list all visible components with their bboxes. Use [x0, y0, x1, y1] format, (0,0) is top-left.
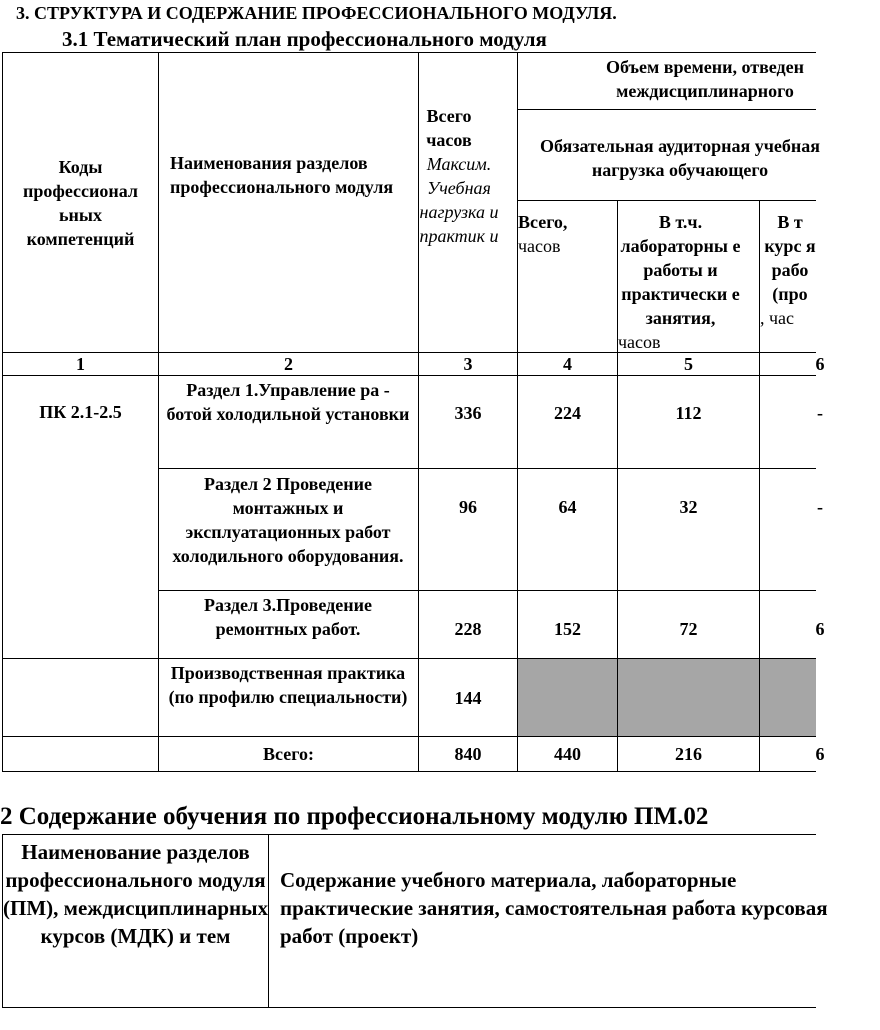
row-1-name: Раздел 1.Управление ра - ботой холодильной установки	[166, 380, 410, 424]
shaded-cell	[760, 659, 816, 736]
subsection-heading: 3.1 Тематический план профессионального модуля	[62, 27, 547, 51]
header-volume: Объем времени, отведен междисциплинарного	[605, 57, 805, 101]
section-heading: 3. СТРУКТУРА И СОДЕРЖАНИЕ ПРОФЕССИОНАЛЬНОГО МОДУЛЯ.	[16, 3, 617, 23]
total-total: 840	[454, 744, 482, 764]
header-col6	[760, 210, 840, 350]
col-number: 5	[684, 354, 693, 374]
row-2-total: 96	[459, 497, 477, 517]
row-3-name: Раздел 3.Проведение ремонтных работ.	[204, 595, 372, 639]
row-3-all: 152	[554, 619, 581, 639]
row-3-course: 6	[815, 619, 825, 639]
shaded-cell	[618, 659, 759, 736]
header-col5-label: В т.ч. лабораторны е работы и практически е занятия,	[620, 212, 741, 328]
total-lab: 216	[675, 744, 702, 764]
header-mandatory: Обязательная аудиторная учебная нагрузка обучающего	[539, 135, 821, 180]
col-number: 2	[284, 354, 293, 374]
section2-title: 2 Содержание обучения по профессиональному модулю ПМ.02	[0, 803, 709, 830]
row-2-all: 64	[558, 497, 577, 517]
row-2-name: Раздел 2 Проведение монтажных и эксплуатационных работ холодильного оборудования.	[172, 474, 404, 566]
content-col1-header: Наименование разделов профессионального модуля (ПМ), междисциплинарных курсов (МДК) и тем	[3, 840, 268, 948]
col-number: 4	[563, 354, 572, 374]
content-col2-header: Содержание учебного материала, лабораторные практические занятия, самостоятельная работа курсовая работ (проект)	[280, 868, 828, 948]
competency-code: ПК 2.1-2.5	[39, 402, 122, 422]
row-3-lab: 72	[679, 619, 698, 639]
col-number: 3	[463, 354, 473, 374]
header-total-label: Всего часов	[426, 106, 472, 150]
row-1-total: 336	[454, 403, 482, 423]
row-1-all: 224	[554, 403, 581, 423]
total-all: 440	[554, 744, 581, 764]
total-label: Всего:	[263, 744, 314, 764]
row-4-name: Производственная практика (по профилю специальности)	[168, 663, 408, 707]
row-4-total: 144	[454, 688, 482, 708]
header-col6-unit: , час	[760, 308, 795, 328]
col-number: 1	[76, 354, 85, 374]
header-col4-unit: часов	[518, 236, 561, 256]
header-total	[419, 104, 517, 304]
header-col4-label: Всего,	[518, 212, 568, 232]
row-1-lab: 112	[675, 403, 702, 423]
row-2-course: -	[817, 497, 823, 517]
header-codes: Коды профессионал ьных компетенций	[22, 156, 139, 249]
header-col6-label: В т курс я рабо (про	[764, 212, 816, 304]
header-col5-unit: часов	[618, 332, 661, 352]
row-3-total: 228	[454, 619, 482, 639]
header-col5	[618, 210, 759, 350]
row-2-lab: 32	[679, 497, 698, 517]
row-1-course: -	[817, 403, 823, 423]
header-total-sublabel: Максим. Учебная нагрузка и практик и	[419, 154, 499, 246]
shaded-cell	[518, 659, 617, 736]
header-names: Наименования разделов профессионального модуля	[170, 152, 394, 197]
col-number: 6	[815, 354, 825, 374]
header-col4	[518, 210, 617, 270]
total-course: 6	[815, 744, 825, 764]
